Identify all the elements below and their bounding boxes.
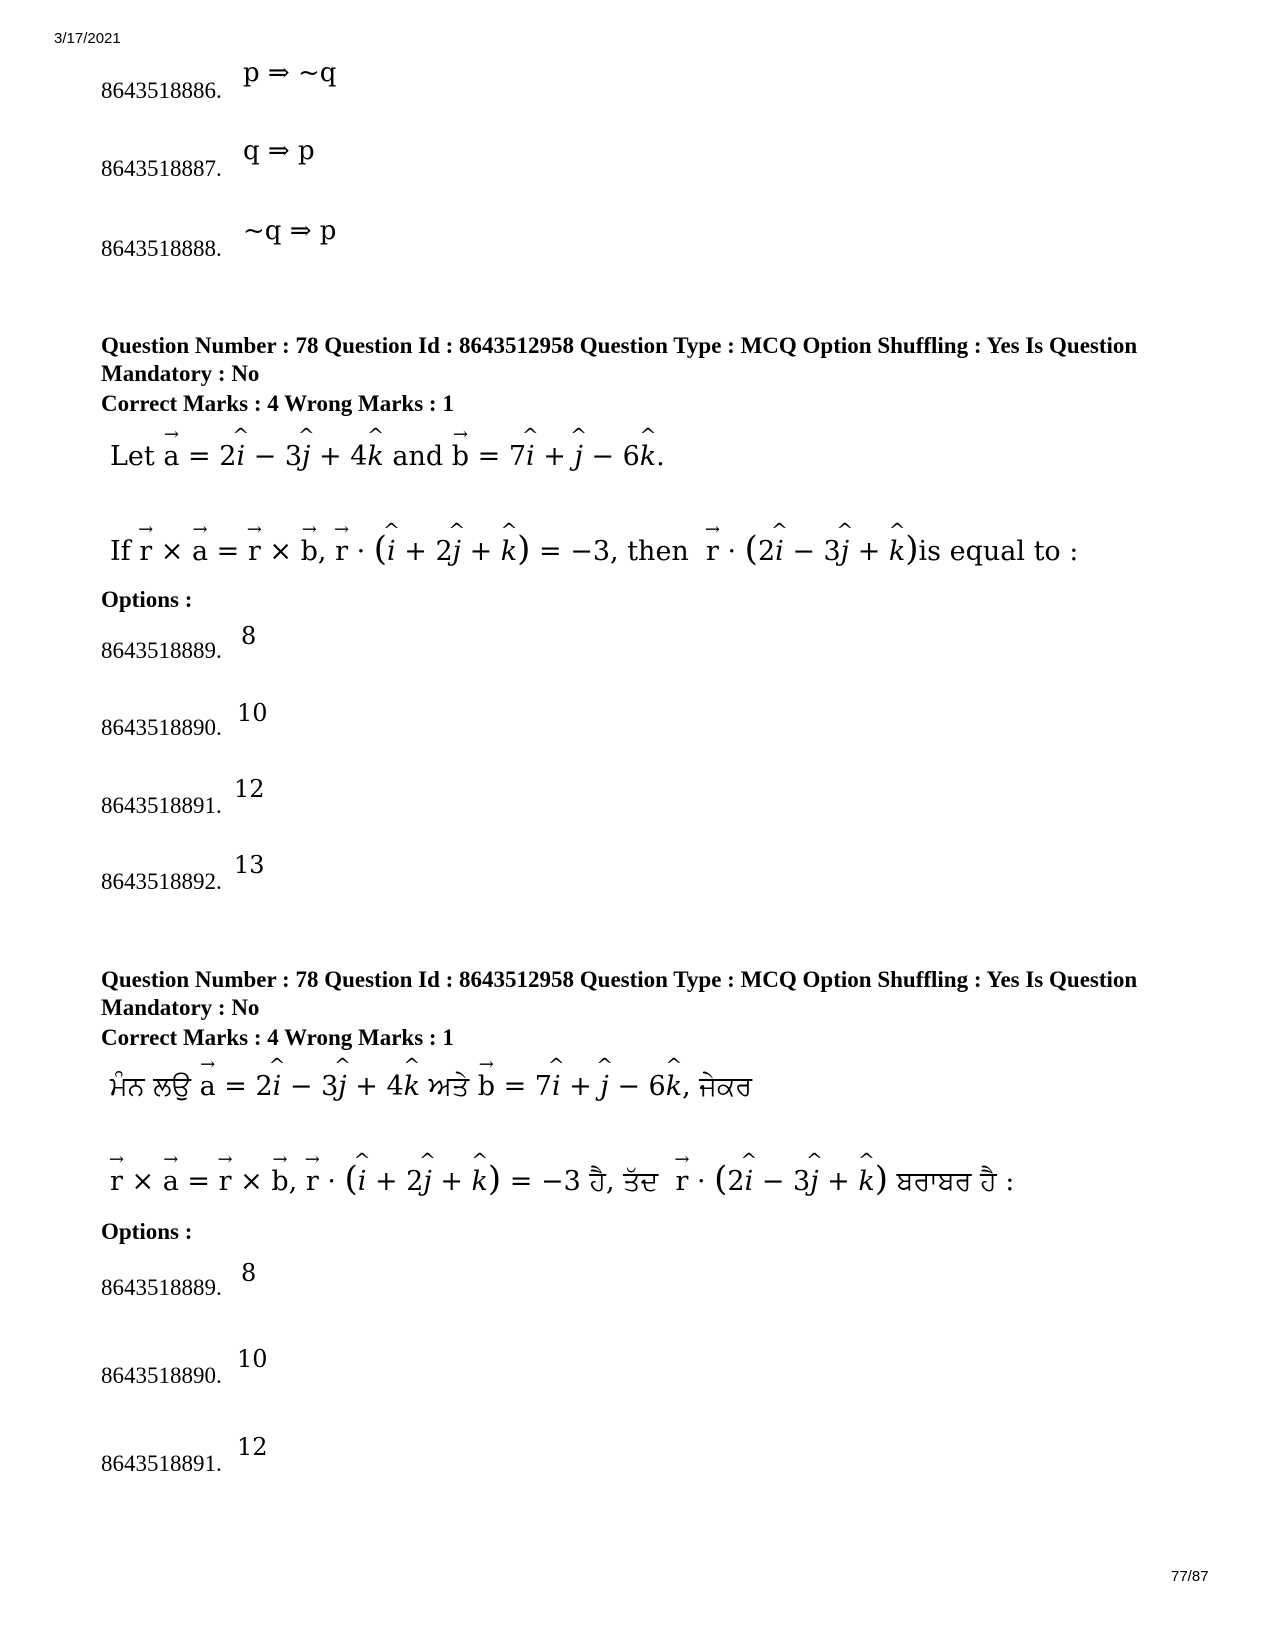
option-value: 12 <box>234 775 265 803</box>
option-value: 12 <box>237 1433 268 1461</box>
is-text: ਹੈ, ਤੱਦ <box>589 1166 659 1197</box>
question-line-2: If → r × → a = → r × → b, → r · (^ i + 2^ j + ^ k) = −3, then → r · (2^ i − 3^ j + ^ k)is equal to : <box>110 532 1078 569</box>
let-text: ਮੰਨ ਲਉ <box>110 1071 191 1102</box>
if-text: If <box>110 536 131 567</box>
question-marks: Correct Marks : 4 Wrong Marks : 1 <box>101 1025 454 1050</box>
option-value: q ⇒ p <box>243 136 315 166</box>
let-text: Let <box>110 441 155 472</box>
question-header: Question Number : 78 Question Id : 8643512958 Question Type : MCQ Option Shuffling : Yes Is Question Mandatory : No <box>101 967 1138 1020</box>
question-line-1: ਮੰਨ ਲਉ → a = 2^ i − 3^ j + 4^ k ਅਤੇ → b = 7^ i + ^ j − 6^ k, ਜੇਕਰ <box>110 1070 752 1104</box>
question-header: Question Number : 78 Question Id : 8643512958 Question Type : MCQ Option Shuffling : Yes Is Question Mandatory : No <box>101 333 1138 386</box>
options-label: Options : <box>101 587 193 612</box>
page-date: 3/17/2021 <box>54 30 121 47</box>
option-id: 8643518889. <box>101 638 222 663</box>
tail-text: ਬਰਾਬਰ ਹੈ : <box>896 1166 1015 1197</box>
rhs-value: −3 <box>540 1166 581 1197</box>
then-text: , ਜੇਕਰ <box>682 1071 753 1102</box>
question-marks: Correct Marks : 4 Wrong Marks : 1 <box>101 391 454 416</box>
then-text: , then <box>610 536 689 567</box>
option-id: 8643518888. <box>101 236 222 261</box>
option-id: 8643518891. <box>101 793 222 818</box>
option-id: 8643518892. <box>101 869 222 894</box>
tail-text: is equal to : <box>918 536 1079 567</box>
and-text: ਅਤੇ <box>428 1071 470 1102</box>
option-id: 8643518891. <box>101 1451 222 1476</box>
and-text: and <box>392 441 444 472</box>
option-id: 8643518886. <box>101 78 222 103</box>
vector-a: → a <box>163 440 179 474</box>
question-line-1: Let → a = 2^ i − 3^ j + 4^ k and → b = 7^ i + ^ j − 6^ k. <box>110 440 665 474</box>
option-value: 10 <box>237 699 268 727</box>
option-value: 13 <box>234 851 265 879</box>
option-value: p ⇒ ~q <box>243 58 337 88</box>
page-number: 77/87 <box>1171 1568 1209 1585</box>
option-value: 8 <box>241 622 257 650</box>
rhs-value: −3 <box>570 536 611 567</box>
option-id: 8643518890. <box>101 715 222 740</box>
vector-b: → b <box>452 440 469 474</box>
option-value: 8 <box>241 1259 257 1287</box>
option-value: ~q ⇒ p <box>243 216 337 246</box>
question-line-2: → r × → a = → r × → b, → r · (^ i + 2^ j + ^ k) = −3 ਹੈ, ਤੱਦ → r · (2^ i − 3^ j + ^ k) ਬਰਾਬਰ ਹੈ : <box>110 1162 1014 1199</box>
option-id: 8643518889. <box>101 1275 222 1300</box>
options-label: Options : <box>101 1219 193 1244</box>
option-value: 10 <box>237 1345 268 1373</box>
option-id: 8643518887. <box>101 156 222 181</box>
option-id: 8643518890. <box>101 1363 222 1388</box>
